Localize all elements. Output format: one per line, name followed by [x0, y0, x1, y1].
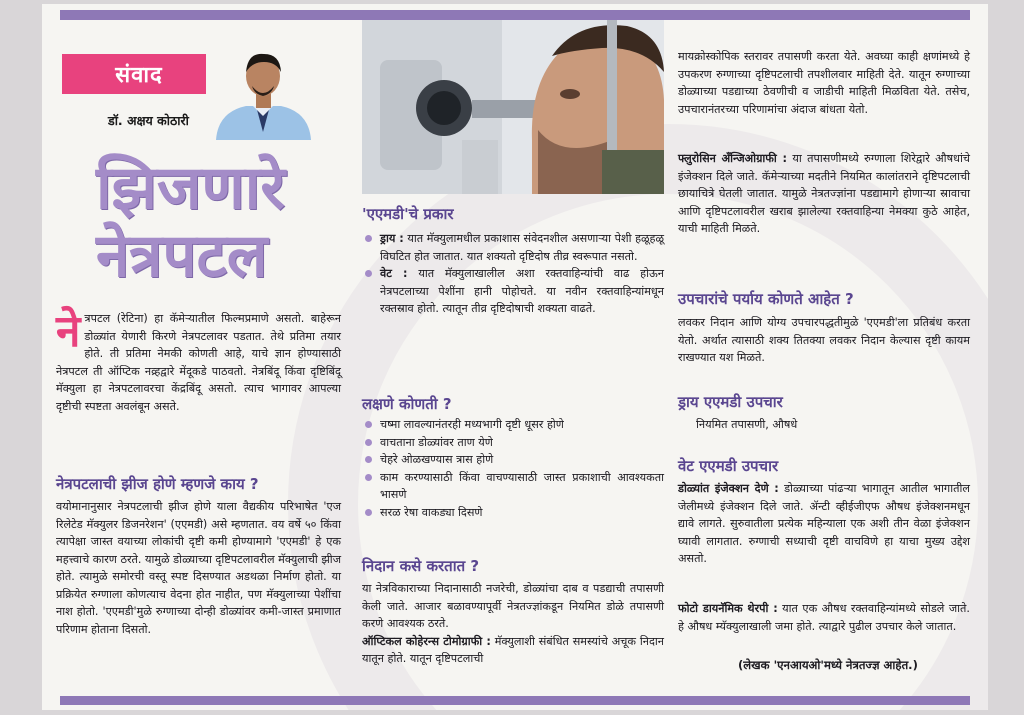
oct-continued-paragraph: मायक्रोस्कोपिक स्तरावर तपासणी करता येते. अवघ्या काही क्षणांमध्ये हे उपकरण रुग्णाच्या दृष्टिपटलाची तपशीलवार माहिती देते. यातून रुग्णाच्या डोळ्याच्या पडद्याच्या ठेवणीची व जाडीची माहिती मिळविता येते. तसेच, उपचारानंतरच्या परिणामांचा अंदाज बांधता येतो. — [678, 50, 970, 116]
eye-exam-photo — [362, 20, 664, 194]
heading-treatment-options: उपचारांचे पर्याय कोणते आहेत ? — [678, 290, 854, 308]
newspaper-page — [42, 4, 988, 710]
author-credit: (लेखक 'एनआयओ'मध्ये नेत्रतज्ज्ञ आहेत.) — [738, 658, 918, 672]
heading-what-is-wear: नेत्रपटलाची झीज होणे म्हणजे काय ? — [56, 475, 259, 493]
list-item: वेट : यात मॅक्युलाखालील अशा रक्तवाहिन्यांची वाढ होऊन नेत्रपटलाच्या पेशींना हानी पोहोचते. या नवीन रक्तवाहिन्यांमधून रक्तस्राव होतो. त्यातून तीव्र दृष्टिदोषाची शक्यता वाढते. — [362, 265, 664, 318]
heading-diagnosis: निदान कसे करतात ? — [362, 557, 480, 575]
fluorescein-paragraph: फ्लुरोसिन अँन्जिओग्राफी : या तपासणीमध्ये रुग्णाला शिरेद्वारे औषधांचे इंजेक्शन दिले जाते. कॅमेऱ्याच्या मदतीने नियमित कालांतराने दृष्टिपटलाची छायाचित्रे घेतली जातात. यामुळे नेत्रतज्ज्ञांना पडद्यामागे होणाऱ्या स्रावाचा आणि दृष्टिपटलावरील खराब झालेल्या रक्तवाहिन्या नेमक्या कुठे आहेत, याची माहिती मिळते. — [678, 152, 970, 235]
list-item: चष्मा लावल्यानंतरही मध्यभागी दृष्टी धूसर होणे — [362, 416, 664, 434]
dry-amd-treatment-text: नियमित तपासणी, औषधे — [696, 418, 798, 431]
list-item: सरळ रेषा वाकड्या दिसणे — [362, 504, 664, 522]
diagnosis-paragraph: या नेत्रविकाराच्या निदानासाठी नजरेची, डोळ्यांचा दाब व पडद्याची तपासणी केली जाते. आजार बळावण्यापूर्वी नेत्रतज्ज्ञांकडून नियमित डोळे तपासणी करणे आवश्यक ठरते. — [362, 582, 664, 630]
injection-paragraph: डोळ्यांत इंजेक्शन देणे : डोळ्याच्या पांढऱ्या भागातून आतील भागातील जेलीमध्ये इंजेक्शन दिले जाते. ॲन्टी व्हीईजीएफ औषध इंजेक्शनमधून द्यावे लागते. सुरुवातीला प्रत्येक महिन्याला एक अशी तीन वेळा इंजेक्शन घ्यावी लागतात. रुग्णाची सध्याची दृष्टी वाचविणे हा याचा मुख्य उद्देश असतो. — [678, 482, 970, 565]
heading-dry-amd-treatment: ड्राय एएमडी उपचार — [678, 393, 783, 411]
section-label: संवाद — [62, 54, 216, 94]
heading-amd-types: 'एएमडी'चे प्रकार — [362, 205, 454, 223]
amd-types-list — [362, 230, 664, 318]
diagnosis-text — [362, 580, 664, 668]
list-item: वाचताना डोळ्यांवर ताण येणे — [362, 434, 664, 452]
heading-wet-amd-treatment: वेट एएमडी उपचार — [678, 457, 779, 475]
top-accent-bar — [60, 10, 970, 20]
heading-symptoms: लक्षणे कोणती ? — [362, 395, 452, 413]
symptoms-list — [362, 416, 664, 521]
list-item: चेहरे ओळखण्यास त्रास होणे — [362, 451, 664, 469]
intro-text: त्रपटल (रेटिना) हा कॅमेऱ्यातील फिल्मप्रमाणे असतो. बाहेरून डोळ्यांत येणारी किरणे नेत्रपटलावर पडतात. तेथे प्रतिमा तयार होते. ती प्रतिमा नेमकी कोणती आहे, याचे ज्ञान होण्यासाठी नेत्रपटल ती ऑप्टिक नव्र्हद्वारे मेंदूकडे पाठवतो. नेत्रबिंदू किंवा दृष्टिबिंदू मॅक्युला हा नेत्रपटलावरचा केंद्रबिंदू असतो. त्याच भागावर आपल्या दृष्टीची स्पष्टता अवलंबून असते. — [56, 312, 341, 413]
intro-paragraph — [56, 306, 341, 415]
author-name: डॉ. अक्षय कोठारी — [108, 113, 189, 128]
oct-paragraph: ऑप्टिकल कोहेरन्स टोमोग्राफी : मॅक्युलाशी संबंधित समस्यांचे अचूक निदान यातून होते. यातून दृष्टिपटलाची — [362, 634, 664, 665]
headline — [96, 154, 346, 290]
list-item: ड्राय : यात मॅक्युलामधील प्रकाशास संवेदनशील असणाऱ्या पेशी हळूहळू विघटित होत जातात. यात शक्यतो दृष्टिदोष तीव्र स्वरूपात नसतो. — [362, 230, 664, 265]
bottom-accent-bar — [60, 696, 970, 705]
headline-line-2: नेत्रपटल — [96, 221, 268, 291]
list-item: काम करण्यासाठी किंवा वाचण्यासाठी जास्त प्रकाशाची आवश्यकता भासणे — [362, 469, 664, 504]
headline-line-1: झिजणारे — [96, 153, 285, 223]
treatment-options-paragraph: लवकर निदान आणि योग्य उपचारपद्धतीमुळे 'एएमडी'ला प्रतिबंध करता येतो. अर्थात त्यासाठी शक्य तितक्या लवकर निदान केल्यास दृष्टी कायम राखण्यात यश मिळते. — [678, 316, 970, 364]
photodynamic-paragraph: फोटो डायनॅमिक थेरपी : यात एक औषध रक्तवाहिन्यांमध्ये सोडले जाते. हे औषध म्यॅक्युलाखाली जमा होते. त्याद्वारे पुढील उपचार केले जातात. — [678, 602, 970, 633]
wear-paragraph: वयोमानानुसार नेत्रपटलाची झीज होणे याला वैद्यकीय परिभाषेत 'एज रिलेटेड मॅक्युलर डिजनरेशन' (एएमडी) असे म्हणतात. वय वर्षे ५० किंवा त्यापेक्षा जास्त वयाच्या लोकांची दृष्टी कमी होण्यामागे 'एएमडी' हे एक महत्त्वाचे कारण ठरते. यामुळे डोळ्याच्या दृष्टिपटलावरील मॅक्युलाची झीज होते. त्यामुळे समोरची वस्तू स्पष्ट दिसण्यात अडथळा निर्माण होतो. या प्रक्रियेत रुग्णाला कोणत्याच वेदना होत नाहीत, पण मॅक्युलाच्या पेशींचा नाश होतो. 'एएमडी'मुळे रुग्णाच्या दोन्ही डोळ्यांवर कमी-जास्त प्रमाणात परिणाम होताना दिसतो. — [56, 500, 341, 636]
drop-cap: ने — [56, 306, 81, 357]
author-photo — [206, 42, 321, 140]
